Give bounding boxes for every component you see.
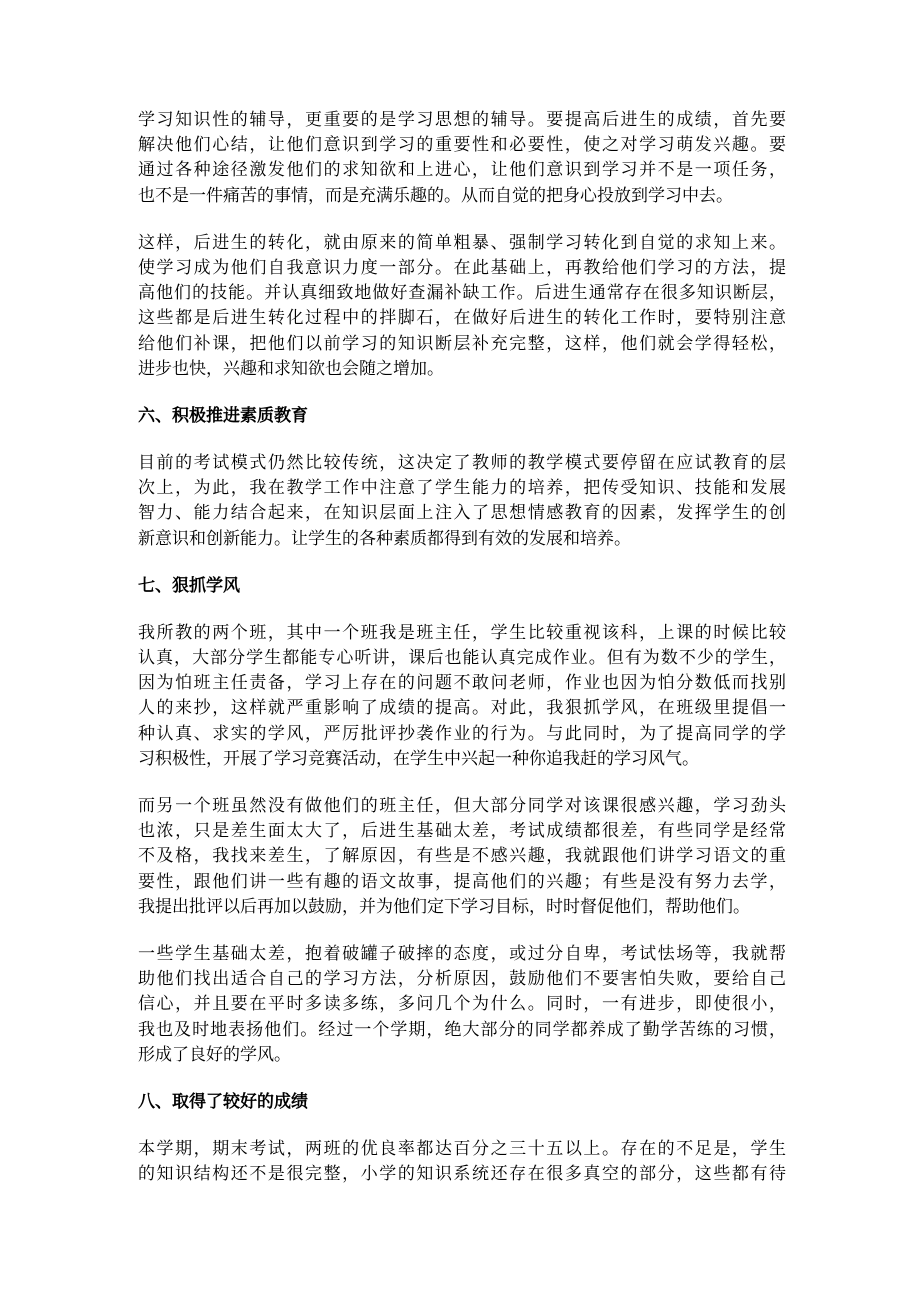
body-paragraph	[138, 621, 786, 772]
paragraph-line: 种认真、求实的学风，严厉批评抄袭作业的行为。与此同时，为了提高同学的学	[138, 723, 786, 744]
paragraph-line: 的知识结构还不是很完整，小学的知识系统还存在很多真空的部分，这些都有待	[138, 1164, 786, 1185]
paragraph-line: 因为怕班主任责备，学习上存在的问题不敢问老师，作业也因为怕分数低而找别	[138, 673, 786, 694]
body-paragraph	[138, 231, 786, 382]
paragraph-line: 新意识和创新能力。让学生的各种素质都得到有效的发展和培养。	[138, 528, 631, 549]
body-paragraph	[138, 108, 786, 209]
section-heading: 六、积极推进素质教育	[138, 406, 308, 427]
paragraph-line: 信心，并且要在平时多读多练，多问几个为什么。同时，一有进步，即使很小，	[138, 994, 786, 1015]
body-paragraph	[138, 794, 786, 920]
body-paragraph	[138, 451, 786, 552]
paragraph-line: 形成了良好的学风。	[138, 1044, 291, 1065]
paragraph-line: 次上，为此，我在教学工作中注意了学生能力的培养，把传受知识、技能和发展	[138, 478, 786, 499]
document-page	[138, 108, 786, 1210]
paragraph-line: 要性，跟他们讲一些有趣的语文故事，提高他们的兴趣；有些是没有努力去学，	[138, 871, 786, 892]
body-paragraph	[138, 1137, 786, 1187]
body-paragraph	[138, 942, 786, 1068]
paragraph-line: 本学期，期末考试，两班的优良率都达百分之三十五以上。存在的不足是，学生	[138, 1139, 786, 1160]
paragraph-line: 也浓，只是差生面太大了，后进生基础太差，考试成绩都很差，有些同学是经常	[138, 821, 786, 842]
paragraph-line: 给他们补课，把他们以前学习的知识断层补充完整，这样，他们就会学得轻松，	[138, 333, 786, 354]
paragraph-line: 我所教的两个班，其中一个班我是班主任，学生比较重视该科，上课的时候比较	[138, 622, 786, 643]
section-heading: 七、狠抓学风	[138, 575, 240, 596]
paragraph-line: 我提出批评以后再加以鼓励，并为他们定下学习目标，时时督促他们，帮助他们。	[138, 896, 750, 917]
section-heading: 八、取得了较好的成绩	[138, 1092, 308, 1113]
paragraph-line: 一些学生基础太差，抱着破罐子破摔的态度，或过分自卑，考试怯场等，我就帮	[138, 944, 786, 965]
paragraph-line: 进步也快，兴趣和求知欲也会随之增加。	[138, 358, 444, 379]
paragraph-line: 通过各种途径激发他们的求知欲和上进心，让他们意识到学习并不是一项任务，	[138, 160, 786, 181]
paragraph-line: 使学习成为他们自我意识力度一部分。在此基础上，再教给他们学习的方法，提	[138, 258, 786, 279]
paragraph-line: 这些都是后进生转化过程中的拌脚石，在做好后进生的转化工作时，要特别注意	[138, 308, 786, 329]
paragraph-line: 高他们的技能。并认真细致地做好查漏补缺工作。后进生通常存在很多知识断层，	[138, 283, 786, 304]
paragraph-line: 也不是一件痛苦的事情，而是充满乐趣的。从而自觉的把身心投放到学习中去。	[138, 185, 733, 206]
paragraph-line: 助他们找出适合自己的学习方法，分析原因，鼓励他们不要害怕失败，要给自己	[138, 969, 786, 990]
paragraph-line: 解决他们心结，让他们意识到学习的重要性和必要性，使之对学习萌发兴趣。要	[138, 135, 786, 156]
paragraph-line: 学习知识性的辅导，更重要的是学习思想的辅导。要提高后进生的成绩，首先要	[138, 110, 786, 130]
paragraph-line: 不及格，我找来差生，了解原因，有些是不感兴趣，我就跟他们讲学习语文的重	[138, 846, 786, 867]
paragraph-line: 习积极性，开展了学习竞赛活动，在学生中兴起一种你追我赶的学习风气。	[138, 748, 699, 769]
paragraph-line: 智力、能力结合起来，在知识层面上注入了思想情感教育的因素，发挥学生的创	[138, 503, 786, 524]
paragraph-line: 目前的考试模式仍然比较传统，这决定了教师的教学模式要停留在应试教育的层	[138, 453, 786, 474]
paragraph-line: 这样，后进生的转化，就由原来的简单粗暴、强制学习转化到自觉的求知上来。	[138, 232, 786, 253]
paragraph-line: 人的来抄，这样就严重影响了成绩的提高。对此，我狠抓学风，在班级里提倡一	[138, 698, 786, 719]
paragraph-line: 认真，大部分学生都能专心听讲，课后也能认真完成作业。但有为数不少的学生，	[138, 648, 786, 669]
paragraph-line: 我也及时地表扬他们。经过一个学期，绝大部分的同学都养成了勤学苦练的习惯，	[138, 1019, 786, 1040]
paragraph-line: 而另一个班虽然没有做他们的班主任，但大部分同学对该课很感兴趣，学习劲头	[138, 796, 786, 817]
